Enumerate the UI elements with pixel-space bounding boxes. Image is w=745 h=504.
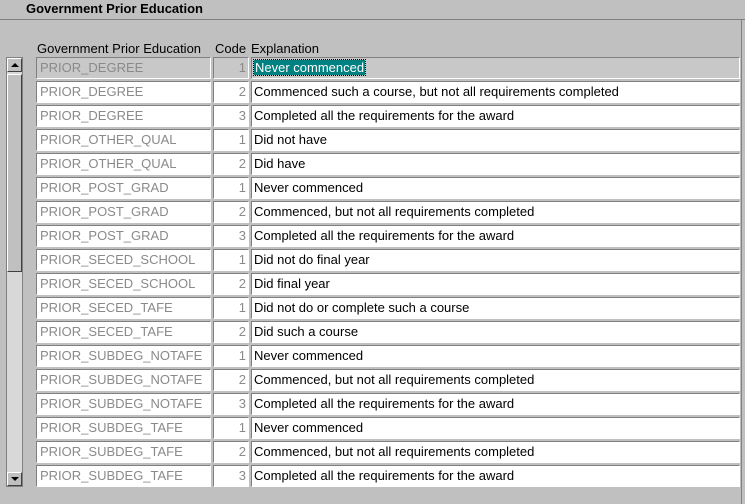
name-field[interactable] — [36, 393, 211, 415]
name-value: PRIOR_DEGREE — [40, 60, 144, 75]
name-value: PRIOR_SUBDEG_NOTAFE — [40, 372, 203, 387]
code-value: 2 — [238, 444, 246, 459]
code-field[interactable] — [213, 297, 249, 319]
code-field[interactable] — [213, 393, 249, 415]
table-row — [36, 57, 740, 81]
name-value: PRIOR_SUBDEG_NOTAFE — [40, 396, 203, 411]
table-row — [36, 153, 740, 177]
name-value: PRIOR_DEGREE — [40, 84, 144, 99]
explanation-value: Commenced, but not all requirements completed — [254, 204, 535, 219]
code-value: 2 — [238, 372, 246, 387]
name-value: PRIOR_OTHER_QUAL — [40, 132, 177, 147]
code-field[interactable] — [213, 321, 249, 343]
explanation-value: Completed all the requirements for the award — [254, 108, 515, 123]
name-field[interactable] — [36, 321, 211, 343]
scroll-down-arrow-icon — [11, 477, 19, 482]
table-row — [36, 297, 740, 321]
name-field[interactable] — [36, 417, 211, 439]
explanation-field[interactable] — [251, 369, 740, 391]
name-field[interactable] — [36, 345, 211, 367]
explanation-value: Commenced, but not all requirements completed — [254, 372, 535, 387]
name-value: PRIOR_SECED_SCHOOL — [40, 276, 196, 291]
code-value: 2 — [238, 324, 246, 339]
explanation-field[interactable] — [251, 321, 740, 343]
table-row — [36, 393, 740, 417]
name-value: PRIOR_SECED_TAFE — [40, 300, 173, 315]
explanation-value: Did have — [254, 156, 306, 171]
code-value: 1 — [238, 348, 246, 363]
name-value: PRIOR_POST_GRAD — [40, 204, 169, 219]
explanation-field[interactable] — [251, 81, 740, 103]
explanation-value: Completed all the requirements for the award — [254, 396, 515, 411]
table-row — [36, 441, 740, 465]
name-value: PRIOR_SUBDEG_NOTAFE — [40, 348, 203, 363]
name-value: PRIOR_POST_GRAD — [40, 228, 169, 243]
name-field[interactable] — [36, 225, 211, 247]
name-field[interactable] — [36, 177, 211, 199]
code-value: 1 — [238, 420, 246, 435]
explanation-value: Did not do final year — [254, 252, 370, 267]
explanation-field[interactable] — [251, 441, 740, 463]
explanation-value: Did not have — [254, 132, 327, 147]
name-field[interactable] — [36, 105, 211, 127]
explanation-field[interactable] — [251, 345, 740, 367]
code-field[interactable] — [213, 345, 249, 367]
code-field[interactable] — [213, 225, 249, 247]
explanation-field[interactable] — [251, 129, 740, 151]
explanation-value: Did not do or complete such a course — [254, 300, 470, 315]
name-field[interactable] — [36, 81, 211, 103]
column-header-code: Code — [215, 41, 247, 56]
code-field[interactable] — [213, 273, 249, 295]
explanation-value: Did such a course — [254, 324, 359, 339]
explanation-field[interactable] — [251, 177, 740, 199]
name-field[interactable] — [36, 441, 211, 463]
column-header-explanation: Explanation — [251, 41, 319, 56]
table-row — [36, 225, 740, 249]
code-field[interactable] — [213, 153, 249, 175]
code-field[interactable] — [213, 129, 249, 151]
explanation-value: Never commenced — [254, 180, 364, 195]
name-value: PRIOR_SECED_SCHOOL — [40, 252, 196, 267]
name-value: PRIOR_SUBDEG_TAFE — [40, 444, 183, 459]
code-field[interactable] — [213, 369, 249, 391]
name-field[interactable] — [36, 249, 211, 271]
explanation-field[interactable] — [251, 417, 740, 439]
name-value: PRIOR_OTHER_QUAL — [40, 156, 177, 171]
window-title: Government Prior Education — [26, 1, 203, 16]
vertical-scrollbar[interactable] — [6, 57, 23, 487]
name-value: PRIOR_POST_GRAD — [40, 180, 169, 195]
code-value: 2 — [238, 156, 246, 171]
name-field[interactable] — [36, 297, 211, 319]
explanation-value: Commenced, but not all requirements completed — [254, 444, 535, 459]
name-value: PRIOR_SUBDEG_TAFE — [40, 468, 183, 483]
code-field[interactable] — [213, 441, 249, 463]
table-row — [36, 81, 740, 105]
column-header-name: Government Prior Education — [37, 41, 202, 56]
code-value: 1 — [238, 132, 246, 147]
name-field[interactable] — [36, 57, 211, 79]
table-row — [36, 369, 740, 393]
table-row — [36, 465, 740, 489]
table-row — [36, 249, 740, 273]
explanation-field[interactable] — [251, 297, 740, 319]
code-value: 2 — [238, 84, 246, 99]
code-value: 3 — [238, 468, 246, 483]
explanation-value: Never commenced — [255, 60, 365, 75]
name-field[interactable] — [36, 465, 211, 487]
explanation-field[interactable] — [251, 57, 740, 79]
code-field[interactable] — [213, 249, 249, 271]
table-row — [36, 417, 740, 441]
name-value: PRIOR_SECED_TAFE — [40, 324, 173, 339]
table-row — [36, 201, 740, 225]
explanation-field[interactable] — [251, 393, 740, 415]
explanation-value: Completed all the requirements for the award — [254, 228, 515, 243]
code-value: 3 — [238, 228, 246, 243]
code-value: 3 — [238, 396, 246, 411]
code-field[interactable] — [213, 57, 249, 79]
name-value: PRIOR_SUBDEG_TAFE — [40, 420, 183, 435]
scroll-up-arrow-icon — [11, 63, 19, 68]
code-value: 3 — [238, 108, 246, 123]
name-value: PRIOR_DEGREE — [40, 108, 144, 123]
table-row — [36, 345, 740, 369]
explanation-field[interactable] — [251, 153, 740, 175]
explanation-field[interactable] — [251, 273, 740, 295]
table-row — [36, 321, 740, 345]
code-value: 1 — [238, 300, 246, 315]
table-row — [36, 273, 740, 297]
title-divider — [0, 19, 745, 20]
name-field[interactable] — [36, 369, 211, 391]
code-value: 1 — [238, 180, 246, 195]
name-field[interactable] — [36, 273, 211, 295]
explanation-value: Never commenced — [254, 420, 364, 435]
explanation-value: Never commenced — [254, 348, 364, 363]
scroll-up-button[interactable] — [7, 58, 22, 72]
explanation-field[interactable] — [251, 225, 740, 247]
window-right-edge — [741, 20, 745, 504]
explanation-value: Did final year — [254, 276, 330, 291]
code-field[interactable] — [213, 417, 249, 439]
explanation-field[interactable] — [251, 105, 740, 127]
code-field[interactable] — [213, 201, 249, 223]
table-row — [36, 129, 740, 153]
name-field[interactable] — [36, 153, 211, 175]
code-field[interactable] — [213, 105, 249, 127]
name-field[interactable] — [36, 129, 211, 151]
explanation-value: Commenced such a course, but not all requirements completed — [254, 84, 619, 99]
table-row — [36, 177, 740, 201]
scrollbar-thumb[interactable] — [7, 74, 22, 272]
code-field[interactable] — [213, 465, 249, 487]
name-field[interactable] — [36, 201, 211, 223]
code-field[interactable] — [213, 81, 249, 103]
explanation-field[interactable] — [251, 249, 740, 271]
explanation-value: Completed all the requirements for the award — [254, 468, 515, 483]
code-value: 2 — [238, 204, 246, 219]
table-row — [36, 105, 740, 129]
code-field[interactable] — [213, 177, 249, 199]
explanation-field[interactable] — [251, 465, 740, 487]
explanation-field[interactable] — [251, 201, 740, 223]
records-grid — [36, 57, 740, 489]
code-value: 1 — [238, 60, 246, 75]
code-value: 2 — [238, 276, 246, 291]
scroll-down-button[interactable] — [7, 472, 22, 486]
code-value: 1 — [238, 252, 246, 267]
